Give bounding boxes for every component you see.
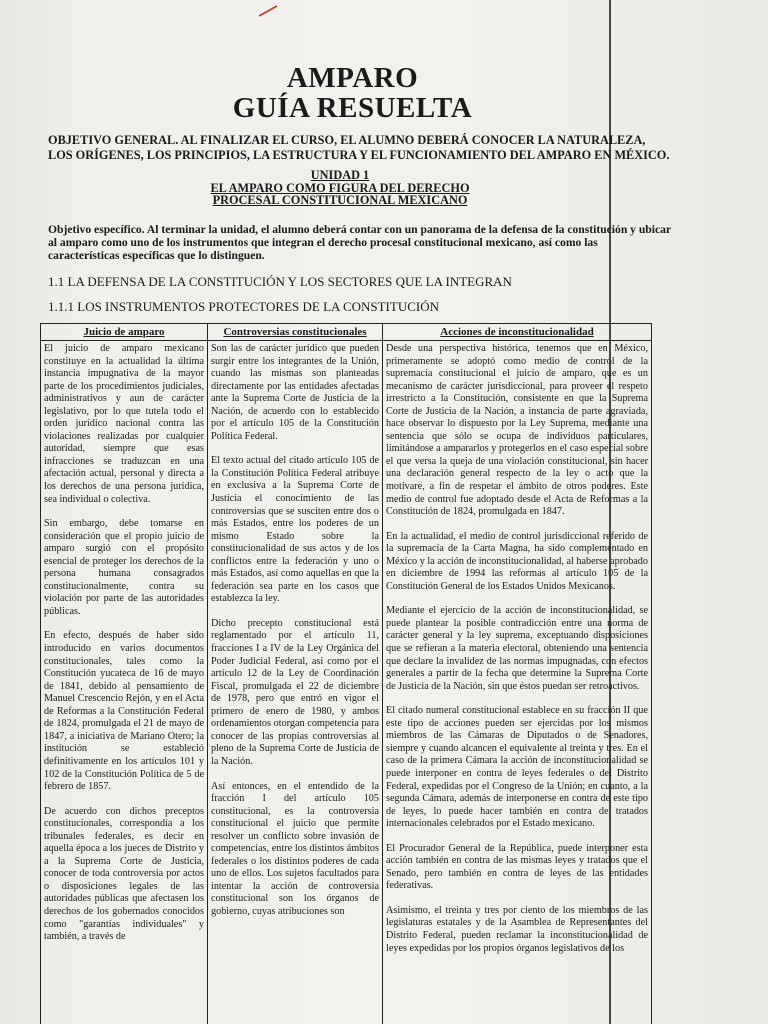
header-controversias: Controversias constitucionales [208,324,383,341]
paragraph: El texto actual del citado artículo 105 de la Constitución Política Federal atribuye en exclusiva a la Suprema Corte de Justicia el conocimiento de las controversias que se susciten entre dos o más Estados, entre los poderes de un mismo Estado sobre la constitucionalidad de sus actos y de los conflictos entre la federación y uno o más Estados, así como aquellas en que la federación sea parte en los casos que establezca la ley. [211,455,379,605]
cell-controversias [208,341,383,1024]
document-subtitle: GUÍA RESUELTA [232,92,473,124]
paragraph: El Procurador General de la República, puede interponer esta acción también en contra de las mismas leyes y tratados que el Senado, pero también en contra de leyes de las entidades federativas. [386,842,648,892]
unit-label: UNIDAD 1 [310,168,370,182]
paragraph: Desde una perspectiva histórica, tenemos que en México, primeramente se adoptó como medio de control de la supremacía constitucional el juicio de amparo, que es un mecanismo de carácter jurisdiccional, para proveer el respeto irrestricto a la Constitución, consistente en que la Suprema Corte de Justicia de la Nación, a instancia de parte agraviada, hace observar lo dispuesto por la Ley Suprema, mediante una sentencia que sólo se ocupa de individuos particulares, limitándose a ampararlos y protegerlos en el caso especial sobre el que versa la queja de una violación constitucional, sin hacer una declaración general respecto de la ley o acto que la motivare, a fin de respetar el ámbito de otros poderes. Este medio de control fue adoptado desde el Acta de Reformas a la Constitución de 1824, promulgada en 1847. [386,343,648,518]
cell-acciones [383,341,652,1024]
specific-objective: Objetivo específico. Al terminar la unidad, el alumno deberá contar con un panorama de la defensa de la constitución y ubicar al amparo como uno de los instrumentos que integran el derecho procesal constitucional mexicano, así como las características específicas que lo distinguen. [48,223,671,262]
paragraph: Así entonces, en el entendido de la fracción I del artículo 105 constitucional, es la controversia constitucional el juicio que permite resolver un conflicto sobre invasión de competencias, entre los distintos ámbitos federales o los distintos poderes de cada uno de ellos. Los sujetos facultados para intentar la acción de controversia constitucional son los órganos de gobierno, cuyas atribuciones son [211,780,379,917]
paragraph: El citado numeral constitucional establece en su fracción II que este tipo de acciones pueden ser ejercidas por los mismos miembros de las Cámaras de Diputados o de Senadores, siempre y cuando alcancen el equivalente al treinta y tres. En el caso de la primera Cámara la acción de inconstitucionalidad se puede interponer en contra de leyes federales o del Distrito Federal, expedidas por el Congreso de la Unión; en cuanto, a la segunda Cámara, además de interponerse en contra de este tipo de leyes, lo puede hacer también en contra de tratados internacionales celebrados por el Estado mexicano. [386,705,648,830]
paragraph: En la actualidad, el medio de control jurisdiccional referido de la supremacía de la Carta Magna, ha sido complementado en México y la acción de inconstitucionalidad, al haberse aprobado en diciembre de 1994 las reformas al artículo 105 de la Constitución General de los Estados Unidos Mexicanos. [386,530,648,592]
unit-title-line2: PROCESAL CONSTITUCIONAL MEXICANO [212,193,468,207]
paragraph: De acuerdo con dichos preceptos constitucionales, correspondía a los tribunales federales, es decir en aquella época a los jueces de Distrito y a la Suprema Corte de Justicia, conocer de toda controversia por actos o disposiciones legales de las autoridades públicas que afectasen los derechos de los gobernados conocidos como "garantías individuales" y también, a través de [44,805,204,943]
document-title: AMPARO [286,62,419,94]
paragraph: Mediante el ejercicio de la acción de inconstitucionalidad, se puede plantear la posible contradicción entre una norma de carácter general y la ley suprema, exceptuando disposiciones que se refieran a la materia electoral, obteniendo una sentencia que declare la invalidez de las normas impugnadas, con efectos generales a partir de la fecha que determine la Suprema Corte de Justicia de la Nación, sin que éstos puedan ser retroactivos. [386,605,648,692]
cell-juicio-de-amparo [41,341,208,1024]
paragraph: Sin embargo, debe tomarse en consideración que el propio juicio de amparo surgió con el propósito esencial de proteger los derechos de la persona humana consagrados constitucionalmente, contra su violación por parte de las autoridades públicas. [44,518,204,617]
section-heading-1-1: 1.1 LA DEFENSA DE LA CONSTITUCIÓN Y LOS SECTORES QUE LA INTEGRAN [48,274,512,289]
instruments-table [40,323,652,1024]
paragraph: Son las de carácter jurídico que pueden surgir entre los integrantes de la Unión, cuando las mismas son planteadas directamente por las entidades afectadas ante la Suprema Corte de Justicia de la Nación, de acuerdo con lo establecido por el artículo 105 de la Constitución Política Federal. [211,343,379,442]
header-acciones: Acciones de inconstitucionalidad [383,324,652,341]
table-row [41,341,652,1024]
header-juicio-de-amparo: Juicio de amparo [41,324,208,341]
unit-title-line1: EL AMPARO COMO FIGURA DEL DERECHO [210,180,470,195]
general-objective: OBJETIVO GENERAL. AL FINALIZAR EL CURSO, EL ALUMNO DEBERÁ CONOCER LA NATURALEZA, LOS ORÍGENES, LOS PRINCIPIOS, LA ESTRUCTURA Y EL FUNCIONAMIENTO DEL AMPARO EN MÉXICO. [48,133,670,162]
unit-heading [190,169,490,207]
paragraph: Dicho precepto constitucional está reglamentado por el artículo 11, fracciones I a IV de la Ley Orgánica del Poder Judicial Federal, así como por el artículo 12 de la Ley de Coordinación Fiscal, promulgada el 22 de diciembre de 1978, pero que entró en vigor el primero de enero de 1980, y ambos ordenamientos otorgan competencia para conocer de las propias controversias al pleno de la Suprema Corte de Justicia de la Nación. [211,617,379,767]
paragraph: El juicio de amparo mexicano constituye en la actualidad la última instancia impugnativa de la mayor parte de los procedimientos judiciales, administrativos y aun de carácter legislativo, por lo que tutela todo el orden jurídico nacional contra las violaciones realizadas por cualquier autoridad, siempre que esas infracciones se traduzcan en una afectación actual, personal y directa a los derechos de una persona jurídica, sea individual o colectiva. [44,343,204,505]
section-heading-1-1-1: 1.1.1 LOS INSTRUMENTOS PROTECTORES DE LA CONSTITUCIÓN [48,299,439,314]
pen-stroke-mark [257,4,279,18]
paragraph: En efecto, después de haber sido introducido en varios documentos constitucionales, tales como la Constitución yucateca de 16 de mayo de 1841, debido al pensamiento de Manuel Crescencio Rejón, y en el Acta de Reformas a la Constitución Federal de 1824, promulgada el 21 de mayo de 1847, a iniciativa de Mariano Otero; la institución se estableció definitivamente en los artículos 101 y 102 de la Constitución Política de 5 de febrero de 1857. [44,630,204,793]
table-header-row [41,324,652,341]
paragraph: Asimismo, el treinta y tres por ciento de los miembros de las legislaturas estatales y de la Asamblea de Representantes del Distrito Federal, pueden reclamar la inconstitucionalidad de leyes expedidas por los propios órganos legislativos de los [386,904,648,954]
